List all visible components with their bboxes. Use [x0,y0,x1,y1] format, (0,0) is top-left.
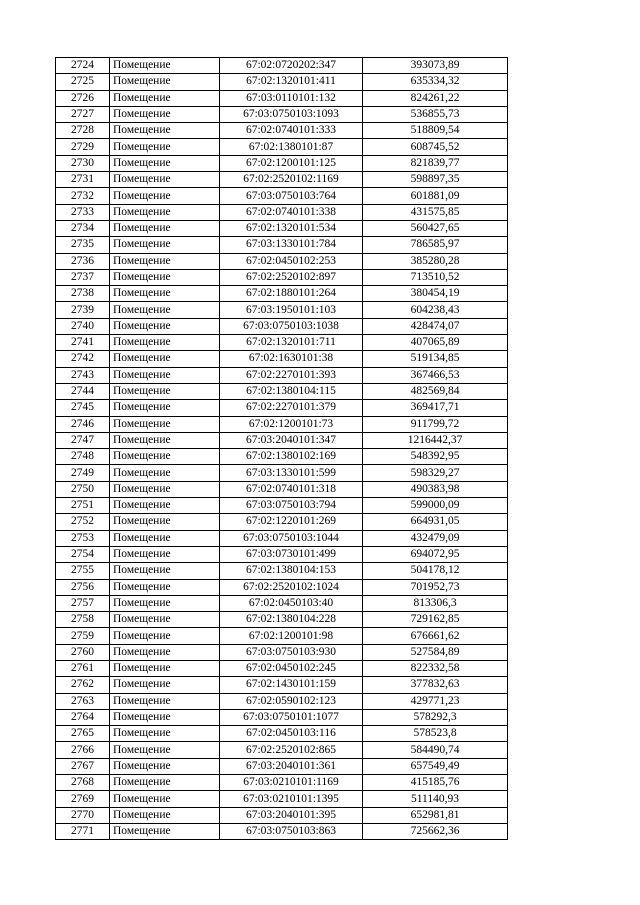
cadastral-number-cell: 67:03:0750101:1077 [220,709,363,725]
object-type-cell: Помещение [110,807,220,823]
table-row [56,742,508,758]
cadastral-number-cell: 67:02:0450103:116 [220,726,363,742]
cadastral-value-cell: 429771,23 [363,693,508,709]
row-number-cell: 2744 [56,383,110,399]
table-row [56,237,508,253]
cadastral-value-cell: 578523,8 [363,726,508,742]
table-row [56,74,508,90]
table-row [56,318,508,334]
cadastral-value-cell: 1216442,37 [363,432,508,448]
table-row [56,302,508,318]
table-row [56,481,508,497]
row-number-cell: 2771 [56,823,110,839]
row-number-cell: 2737 [56,269,110,285]
table-row [56,807,508,823]
row-number-cell: 2747 [56,432,110,448]
table-row [56,775,508,791]
row-number-cell: 2768 [56,775,110,791]
row-number-cell: 2742 [56,351,110,367]
object-type-cell: Помещение [110,188,220,204]
table-row [56,432,508,448]
cadastral-number-cell: 67:02:2520102:1169 [220,172,363,188]
table-row [56,90,508,106]
row-number-cell: 2739 [56,302,110,318]
cadastral-value-cell: 701952,73 [363,579,508,595]
cadastral-value-cell: 578292,3 [363,709,508,725]
table-row [56,139,508,155]
cadastral-value-cell: 584490,74 [363,742,508,758]
cadastral-value-cell: 652981,81 [363,807,508,823]
cadastral-number-cell: 67:03:2040101:361 [220,758,363,774]
cadastral-value-cell: 713510,52 [363,269,508,285]
row-number-cell: 2730 [56,155,110,171]
object-type-cell: Помещение [110,367,220,383]
row-number-cell: 2724 [56,58,110,74]
cadastral-value-cell: 482569,84 [363,383,508,399]
cadastral-number-cell: 67:02:2520102:865 [220,742,363,758]
object-type-cell: Помещение [110,139,220,155]
cadastral-number-cell: 67:02:1320101:534 [220,220,363,236]
table-row [56,514,508,530]
row-number-cell: 2758 [56,612,110,628]
table-row [56,367,508,383]
cadastral-number-cell: 67:03:1950101:103 [220,302,363,318]
row-number-cell: 2765 [56,726,110,742]
cadastral-number-cell: 67:02:2520102:1024 [220,579,363,595]
cadastral-value-cell: 694072,95 [363,546,508,562]
row-number-cell: 2748 [56,449,110,465]
cadastral-value-cell: 813306,3 [363,595,508,611]
row-number-cell: 2732 [56,188,110,204]
object-type-cell: Помещение [110,530,220,546]
object-type-cell: Помещение [110,220,220,236]
table-row [56,498,508,514]
object-type-cell: Помещение [110,465,220,481]
cadastral-number-cell: 67:02:2520102:897 [220,269,363,285]
cadastral-number-cell: 67:03:0750103:1093 [220,106,363,122]
object-type-cell: Помещение [110,155,220,171]
table-row [56,530,508,546]
row-number-cell: 2746 [56,416,110,432]
object-type-cell: Помещение [110,123,220,139]
cadastral-number-cell: 67:03:0750103:794 [220,498,363,514]
cadastral-number-cell: 67:03:0210101:1395 [220,791,363,807]
object-type-cell: Помещение [110,269,220,285]
cadastral-value-cell: 786585,97 [363,237,508,253]
row-number-cell: 2726 [56,90,110,106]
table-row [56,726,508,742]
table-row [56,253,508,269]
cadastral-number-cell: 67:02:1630101:38 [220,351,363,367]
cadastral-value-cell: 548392,95 [363,449,508,465]
table-row [56,660,508,676]
object-type-cell: Помещение [110,628,220,644]
object-type-cell: Помещение [110,302,220,318]
object-type-cell: Помещение [110,498,220,514]
table-row [56,383,508,399]
object-type-cell: Помещение [110,351,220,367]
table-row [56,465,508,481]
object-type-cell: Помещение [110,90,220,106]
table-row [56,709,508,725]
cadastral-value-cell: 598329,27 [363,465,508,481]
table-row [56,286,508,302]
table-row [56,335,508,351]
object-type-cell: Помещение [110,286,220,302]
row-number-cell: 2755 [56,563,110,579]
cadastral-number-cell: 67:02:1220101:269 [220,514,363,530]
cadastral-number-cell: 67:02:1380102:169 [220,449,363,465]
row-number-cell: 2760 [56,644,110,660]
cadastral-value-cell: 518809,54 [363,123,508,139]
object-type-cell: Помещение [110,791,220,807]
table-row [56,416,508,432]
object-type-cell: Помещение [110,400,220,416]
row-number-cell: 2741 [56,335,110,351]
object-type-cell: Помещение [110,74,220,90]
cadastral-value-cell: 380454,19 [363,286,508,302]
object-type-cell: Помещение [110,775,220,791]
cadastral-value-cell: 601881,09 [363,188,508,204]
cadastral-value-cell: 599000,09 [363,498,508,514]
row-number-cell: 2731 [56,172,110,188]
row-number-cell: 2770 [56,807,110,823]
object-type-cell: Помещение [110,318,220,334]
table-row [56,823,508,839]
cadastral-number-cell: 67:02:1200101:73 [220,416,363,432]
cadastral-number-cell: 67:03:0210101:1169 [220,775,363,791]
cadastral-number-cell: 67:02:0450103:40 [220,595,363,611]
cadastral-value-cell: 608745,52 [363,139,508,155]
row-number-cell: 2764 [56,709,110,725]
row-number-cell: 2753 [56,530,110,546]
row-number-cell: 2769 [56,791,110,807]
table-row [56,269,508,285]
cadastral-number-cell: 67:03:0750103:1044 [220,530,363,546]
table-row [56,204,508,220]
cadastral-value-cell: 560427,65 [363,220,508,236]
object-type-cell: Помещение [110,579,220,595]
row-number-cell: 2761 [56,660,110,676]
object-type-cell: Помещение [110,823,220,839]
cadastral-value-cell: 393073,89 [363,58,508,74]
cadastral-value-cell: 664931,05 [363,514,508,530]
row-number-cell: 2745 [56,400,110,416]
object-type-cell: Помещение [110,660,220,676]
table-row [56,644,508,660]
object-type-cell: Помещение [110,514,220,530]
row-number-cell: 2751 [56,498,110,514]
object-type-cell: Помещение [110,709,220,725]
object-type-cell: Помещение [110,106,220,122]
object-type-cell: Помещение [110,546,220,562]
cadastral-number-cell: 67:02:1880101:264 [220,286,363,302]
table-row [56,351,508,367]
cadastral-number-cell: 67:02:1320101:711 [220,335,363,351]
cadastral-number-cell: 67:02:1430101:159 [220,677,363,693]
cadastral-value-cell: 536855,73 [363,106,508,122]
cadastral-number-cell: 67:02:0740101:318 [220,481,363,497]
row-number-cell: 2743 [56,367,110,383]
cadastral-value-cell: 519134,85 [363,351,508,367]
row-number-cell: 2763 [56,693,110,709]
table-row [56,58,508,74]
table-row [56,106,508,122]
object-type-cell: Помещение [110,563,220,579]
cadastral-value-cell: 431575,85 [363,204,508,220]
table-row [56,155,508,171]
object-type-cell: Помещение [110,693,220,709]
cadastral-value-cell: 821839,77 [363,155,508,171]
cadastral-number-cell: 67:03:2040101:395 [220,807,363,823]
cadastral-number-cell: 67:02:1380104:153 [220,563,363,579]
cadastral-value-cell: 369417,71 [363,400,508,416]
cadastral-value-cell: 911799,72 [363,416,508,432]
object-type-cell: Помещение [110,335,220,351]
cadastral-value-cell: 676661,62 [363,628,508,644]
row-number-cell: 2733 [56,204,110,220]
table-row [56,677,508,693]
row-number-cell: 2740 [56,318,110,334]
object-type-cell: Помещение [110,449,220,465]
row-number-cell: 2735 [56,237,110,253]
table-row [56,612,508,628]
cadastral-number-cell: 67:02:1320101:411 [220,74,363,90]
object-type-cell: Помещение [110,237,220,253]
object-type-cell: Помещение [110,253,220,269]
row-number-cell: 2725 [56,74,110,90]
table-row [56,791,508,807]
object-type-cell: Помещение [110,677,220,693]
table-row [56,188,508,204]
cadastral-number-cell: 67:03:0750103:930 [220,644,363,660]
cadastral-value-cell: 604238,43 [363,302,508,318]
cadastral-number-cell: 67:03:0750103:863 [220,823,363,839]
table-row [56,693,508,709]
cadastral-number-cell: 67:03:0110101:132 [220,90,363,106]
cadastral-number-cell: 67:02:1380101:87 [220,139,363,155]
cadastral-number-cell: 67:02:0450102:245 [220,660,363,676]
row-number-cell: 2752 [56,514,110,530]
table-row [56,220,508,236]
object-type-cell: Помещение [110,58,220,74]
object-type-cell: Помещение [110,204,220,220]
object-type-cell: Помещение [110,742,220,758]
row-number-cell: 2756 [56,579,110,595]
cadastral-value-cell: 729162,85 [363,612,508,628]
object-type-cell: Помещение [110,481,220,497]
cadastral-number-cell: 67:02:0720202:347 [220,58,363,74]
property-table-body [56,58,508,840]
row-number-cell: 2728 [56,123,110,139]
table-row [56,628,508,644]
object-type-cell: Помещение [110,416,220,432]
row-number-cell: 2767 [56,758,110,774]
table-row [56,123,508,139]
object-type-cell: Помещение [110,644,220,660]
cadastral-number-cell: 67:03:1330101:599 [220,465,363,481]
cadastral-number-cell: 67:03:2040101:347 [220,432,363,448]
row-number-cell: 2750 [56,481,110,497]
table-row [56,758,508,774]
cadastral-value-cell: 367466,53 [363,367,508,383]
object-type-cell: Помещение [110,172,220,188]
row-number-cell: 2729 [56,139,110,155]
row-number-cell: 2759 [56,628,110,644]
table-row [56,172,508,188]
cadastral-number-cell: 67:02:0450102:253 [220,253,363,269]
row-number-cell: 2754 [56,546,110,562]
cadastral-number-cell: 67:02:1200101:125 [220,155,363,171]
cadastral-value-cell: 432479,09 [363,530,508,546]
cadastral-number-cell: 67:02:0740101:338 [220,204,363,220]
cadastral-value-cell: 377832,63 [363,677,508,693]
cadastral-number-cell: 67:03:0750103:764 [220,188,363,204]
row-number-cell: 2738 [56,286,110,302]
cadastral-value-cell: 511140,93 [363,791,508,807]
cadastral-value-cell: 725662,36 [363,823,508,839]
row-number-cell: 2762 [56,677,110,693]
cadastral-value-cell: 527584,89 [363,644,508,660]
cadastral-value-cell: 385280,28 [363,253,508,269]
cadastral-value-cell: 822332,58 [363,660,508,676]
row-number-cell: 2727 [56,106,110,122]
object-type-cell: Помещение [110,432,220,448]
object-type-cell: Помещение [110,383,220,399]
cadastral-number-cell: 67:02:0590102:123 [220,693,363,709]
cadastral-value-cell: 415185,76 [363,775,508,791]
row-number-cell: 2734 [56,220,110,236]
cadastral-value-cell: 490383,98 [363,481,508,497]
table-row [56,579,508,595]
table-row [56,546,508,562]
table-row [56,400,508,416]
table-row [56,595,508,611]
cadastral-number-cell: 67:03:0750103:1038 [220,318,363,334]
table-row [56,563,508,579]
table-row [56,449,508,465]
row-number-cell: 2749 [56,465,110,481]
cadastral-value-cell: 598897,35 [363,172,508,188]
object-type-cell: Помещение [110,758,220,774]
object-type-cell: Помещение [110,726,220,742]
cadastral-number-cell: 67:03:0730101:499 [220,546,363,562]
cadastral-value-cell: 657549,49 [363,758,508,774]
object-type-cell: Помещение [110,595,220,611]
cadastral-number-cell: 67:02:2270101:379 [220,400,363,416]
cadastral-number-cell: 67:02:1380104:228 [220,612,363,628]
row-number-cell: 2757 [56,595,110,611]
cadastral-value-cell: 428474,07 [363,318,508,334]
cadastral-number-cell: 67:03:1330101:784 [220,237,363,253]
row-number-cell: 2766 [56,742,110,758]
cadastral-value-cell: 635334,32 [363,74,508,90]
row-number-cell: 2736 [56,253,110,269]
cadastral-number-cell: 67:02:1200101:98 [220,628,363,644]
cadastral-value-cell: 824261,22 [363,90,508,106]
cadastral-value-cell: 407065,89 [363,335,508,351]
cadastral-number-cell: 67:02:1380104:115 [220,383,363,399]
property-table [55,57,508,840]
object-type-cell: Помещение [110,612,220,628]
cadastral-value-cell: 504178,12 [363,563,508,579]
cadastral-number-cell: 67:02:2270101:393 [220,367,363,383]
cadastral-number-cell: 67:02:0740101:333 [220,123,363,139]
